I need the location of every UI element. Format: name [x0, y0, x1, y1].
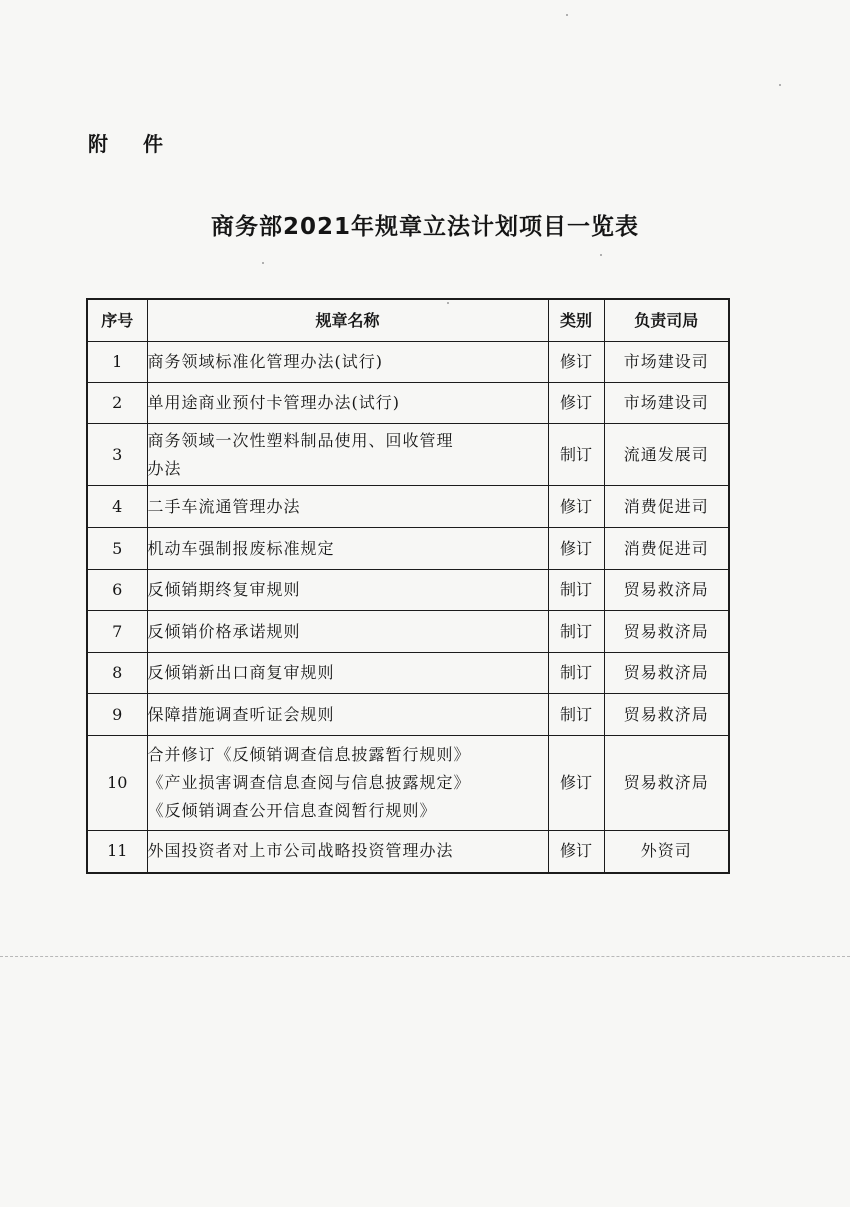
attachment-label: 附 件	[88, 132, 177, 156]
responsible-dept: 贸易救济局	[604, 736, 729, 831]
regulation-category: 修订	[548, 342, 604, 383]
regulation-category: 制订	[548, 694, 604, 736]
row-number: 3	[87, 424, 147, 486]
table-row	[87, 736, 729, 831]
table-row	[87, 342, 729, 383]
scan-speck	[447, 302, 449, 304]
table-row	[87, 383, 729, 424]
responsible-dept: 流通发展司	[604, 424, 729, 486]
table-row	[87, 694, 729, 736]
regulation-name: 合并修订《反倾销调查信息披露暂行规则》 《产业损害调查信息查阅与信息披露规定》 《反倾销调查公开信息查阅暂行规则》	[147, 736, 548, 831]
row-number: 7	[87, 611, 147, 653]
responsible-dept: 外资司	[604, 831, 729, 873]
regulation-name: 反倾销期终复审规则	[147, 570, 548, 611]
table-header-row	[87, 299, 729, 342]
row-number: 8	[87, 653, 147, 694]
regulation-category: 修订	[548, 383, 604, 424]
responsible-dept: 贸易救济局	[604, 611, 729, 653]
regulation-category: 制订	[548, 653, 604, 694]
header-number: 序号	[87, 299, 147, 342]
scan-artifact-line	[0, 956, 850, 957]
regulation-name: 保障措施调查听证会规则	[147, 694, 548, 736]
responsible-dept: 市场建设司	[604, 383, 729, 424]
regulation-category: 修订	[548, 736, 604, 831]
row-number: 10	[87, 736, 147, 831]
scan-speck	[566, 14, 568, 16]
regulation-plan-table	[86, 298, 730, 874]
row-number: 11	[87, 831, 147, 873]
responsible-dept: 贸易救济局	[604, 694, 729, 736]
header-responsible-dept: 负责司局	[604, 299, 729, 342]
table-row	[87, 570, 729, 611]
regulation-name: 机动车强制报废标准规定	[147, 528, 548, 570]
row-number: 1	[87, 342, 147, 383]
regulation-category: 修订	[548, 528, 604, 570]
row-number: 6	[87, 570, 147, 611]
scan-speck	[262, 262, 264, 264]
regulation-category: 制订	[548, 424, 604, 486]
responsible-dept: 消费促进司	[604, 486, 729, 528]
header-category: 类别	[548, 299, 604, 342]
row-number: 5	[87, 528, 147, 570]
header-regulation-name: 规章名称	[147, 299, 548, 342]
regulation-name: 二手车流通管理办法	[147, 486, 548, 528]
table-row	[87, 611, 729, 653]
regulation-name: 单用途商业预付卡管理办法(试行)	[147, 383, 548, 424]
regulation-name: 反倾销价格承诺规则	[147, 611, 548, 653]
regulation-name: 商务领域一次性塑料制品使用、回收管理 办法	[147, 424, 548, 486]
regulation-category: 修订	[548, 486, 604, 528]
regulation-name: 商务领域标准化管理办法(试行)	[147, 342, 548, 383]
row-number: 4	[87, 486, 147, 528]
table-row	[87, 424, 729, 486]
table-row	[87, 486, 729, 528]
responsible-dept: 贸易救济局	[604, 653, 729, 694]
regulation-category: 制订	[548, 611, 604, 653]
scan-speck	[600, 254, 602, 256]
row-number: 2	[87, 383, 147, 424]
regulation-name: 外国投资者对上市公司战略投资管理办法	[147, 831, 548, 873]
regulation-category: 制订	[548, 570, 604, 611]
table-row	[87, 831, 729, 873]
responsible-dept: 消费促进司	[604, 528, 729, 570]
responsible-dept: 贸易救济局	[604, 570, 729, 611]
table-row	[87, 653, 729, 694]
regulation-name: 反倾销新出口商复审规则	[147, 653, 548, 694]
table-row	[87, 528, 729, 570]
document-title: 商务部2021年规章立法计划项目一览表	[210, 214, 639, 240]
regulation-category: 修订	[548, 831, 604, 873]
scan-speck	[779, 84, 781, 86]
responsible-dept: 市场建设司	[604, 342, 729, 383]
row-number: 9	[87, 694, 147, 736]
